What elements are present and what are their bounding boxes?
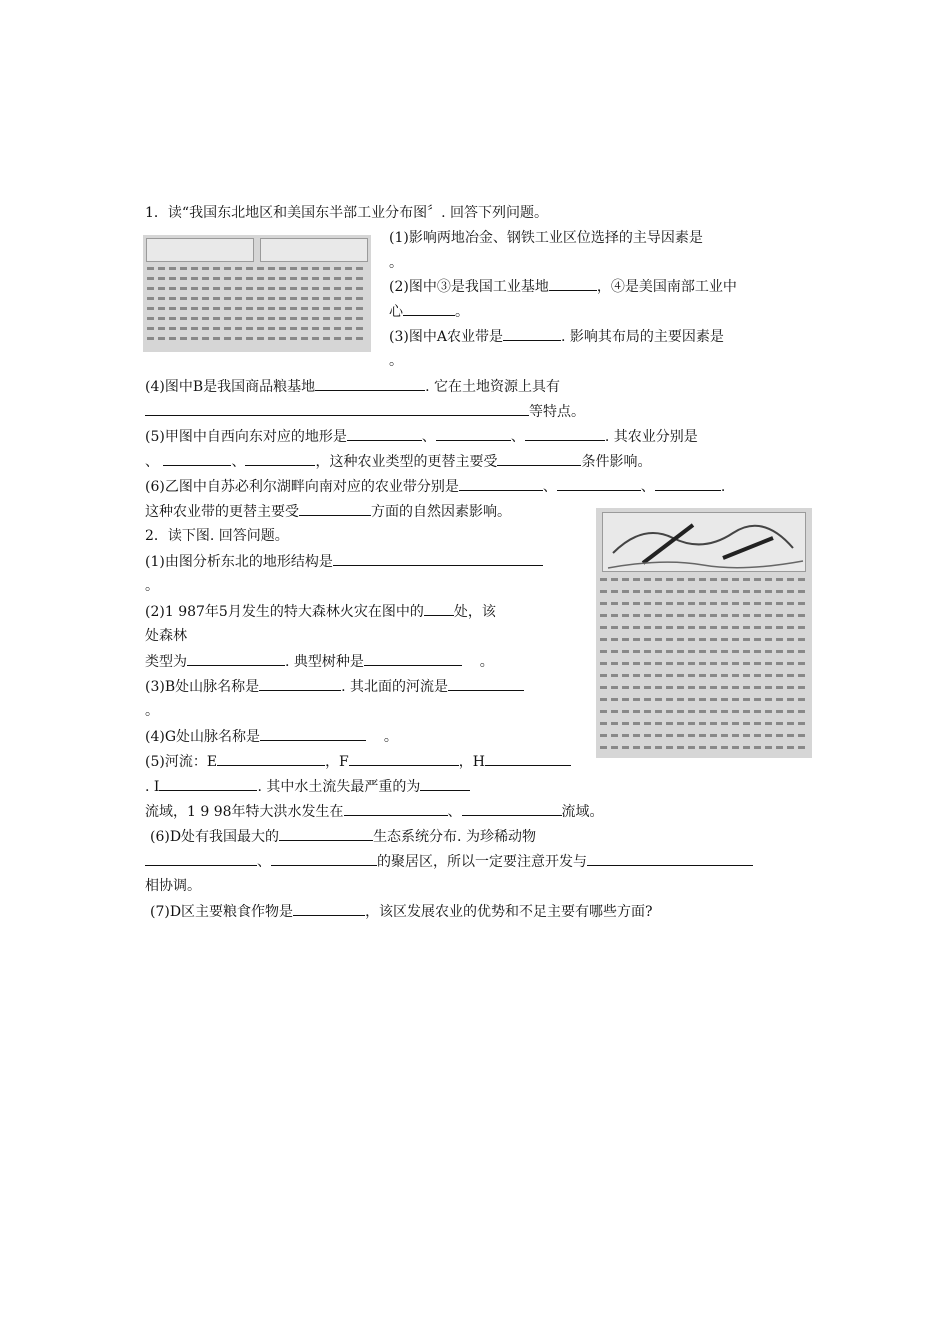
answer-blank[interactable] [448,676,524,691]
answer-blank[interactable] [279,826,373,841]
q2-p3: (3)B处山脉名称是 . 其北面的河流是 [145,676,524,697]
answer-blank[interactable] [260,726,366,741]
q2-p5-cont: . I . 其中水土流失最严重的为 [145,776,470,797]
answer-blank[interactable] [245,451,315,466]
answer-blank[interactable] [299,501,371,516]
answer-blank[interactable] [497,451,581,466]
q2-p6-end: 相协调。 [145,878,201,894]
figure-2-northeast-map [596,508,812,758]
q1-p6-cont: 这种农业带的更替主要受 方面的自然因素影响。 [145,501,511,522]
q2-p6-cont: 、 的聚居区，所以一定要注意开发与 [145,851,753,872]
answer-blank[interactable] [549,276,597,291]
q2-p1: (1)由图分析东北的地形结构是 [145,551,543,572]
answer-blank[interactable] [503,326,561,341]
answer-blank[interactable] [459,476,543,491]
q1-p1-end: 。 [389,255,403,271]
terrain-sketch [603,513,805,571]
answer-blank[interactable] [145,401,529,416]
answer-blank[interactable] [587,851,753,866]
answer-blank[interactable] [349,751,459,766]
us-east-map [260,238,368,262]
q2-p6: (6)D处有我国最大的 生态系统分布. 为珍稀动物 [150,826,536,847]
q1-p6: (6)乙图中自苏必利尔湖畔向南对应的农业带分别是 、 、 . [145,476,725,497]
q2-p3-end: 。 [145,703,159,719]
q2-p1-end: 。 [145,578,159,594]
q2-p7: (7)D区主要粮食作物是 ，该区发展农业的优势和不足主要有哪些方面? [150,901,653,922]
q2-p2: (2)1 987年5月发生的特大森林火灾在图中的 处，该 [145,601,496,622]
answer-blank[interactable] [145,851,257,866]
q1-p4-cont: 等特点。 [145,401,585,422]
northeast-map [602,512,806,572]
answer-blank[interactable] [187,651,285,666]
answer-blank[interactable] [557,476,641,491]
answer-blank[interactable] [655,476,721,491]
q1-p1: (1)影响两地冶金、钢铁工业区位选择的主导因素是 [389,230,703,246]
answer-blank[interactable] [163,451,231,466]
answer-blank[interactable] [420,776,470,791]
answer-blank[interactable] [347,426,422,441]
answer-blank[interactable] [217,751,325,766]
q1-p4: (4)图中B是我国商品粮基地 . 它在土地资源上具有 [145,376,560,397]
answer-blank[interactable] [525,426,605,441]
q1-p5: (5)甲图中自西向东对应的地形是 、 、 . 其农业分别是 [145,426,698,447]
answer-blank[interactable] [293,901,365,916]
q2-title: 2．读下图. 回答问题。 [145,528,289,544]
q2-p5: (5)河流：E ，F ，H [145,751,571,772]
q1-p2-cont: 心 。 [389,301,469,322]
answer-blank[interactable] [259,676,341,691]
figure-1-map [143,235,371,352]
answer-blank[interactable] [271,851,377,866]
q1-p2: (2)图中③是我国工业基地 ，④是美国南部工业中 [389,276,737,297]
q2-p2-cont: 处森林 [145,628,187,644]
answer-blank[interactable] [315,376,425,391]
answer-blank[interactable] [485,751,571,766]
answer-blank[interactable] [333,551,543,566]
q1-p3-end: 。 [389,353,403,369]
answer-blank[interactable] [462,801,562,816]
q1-title: 1．读“我国东北地区和美国东半部工业分布图〞. 回答下列问题。 [145,205,548,221]
q1-p3: (3)图中A农业带是 . 影响其布局的主要因素是 [389,326,724,347]
q1-p5-cont: 、 、 ，这种农业类型的更替主要受 条件影响。 [145,451,651,472]
q2-p4: (4)G处山脉名称是 。 [145,726,398,747]
answer-blank[interactable] [403,301,455,316]
answer-blank[interactable] [159,776,257,791]
answer-blank[interactable] [424,601,454,616]
answer-blank[interactable] [344,801,448,816]
q2-p2-type: 类型为 . 典型树种是 。 [145,651,494,672]
answer-blank[interactable] [436,426,511,441]
answer-blank[interactable] [364,651,462,666]
china-northeast-map [146,238,254,262]
q2-p5-flood: 流域，1 9 98年特大洪水发生在 、 流域。 [145,801,604,822]
